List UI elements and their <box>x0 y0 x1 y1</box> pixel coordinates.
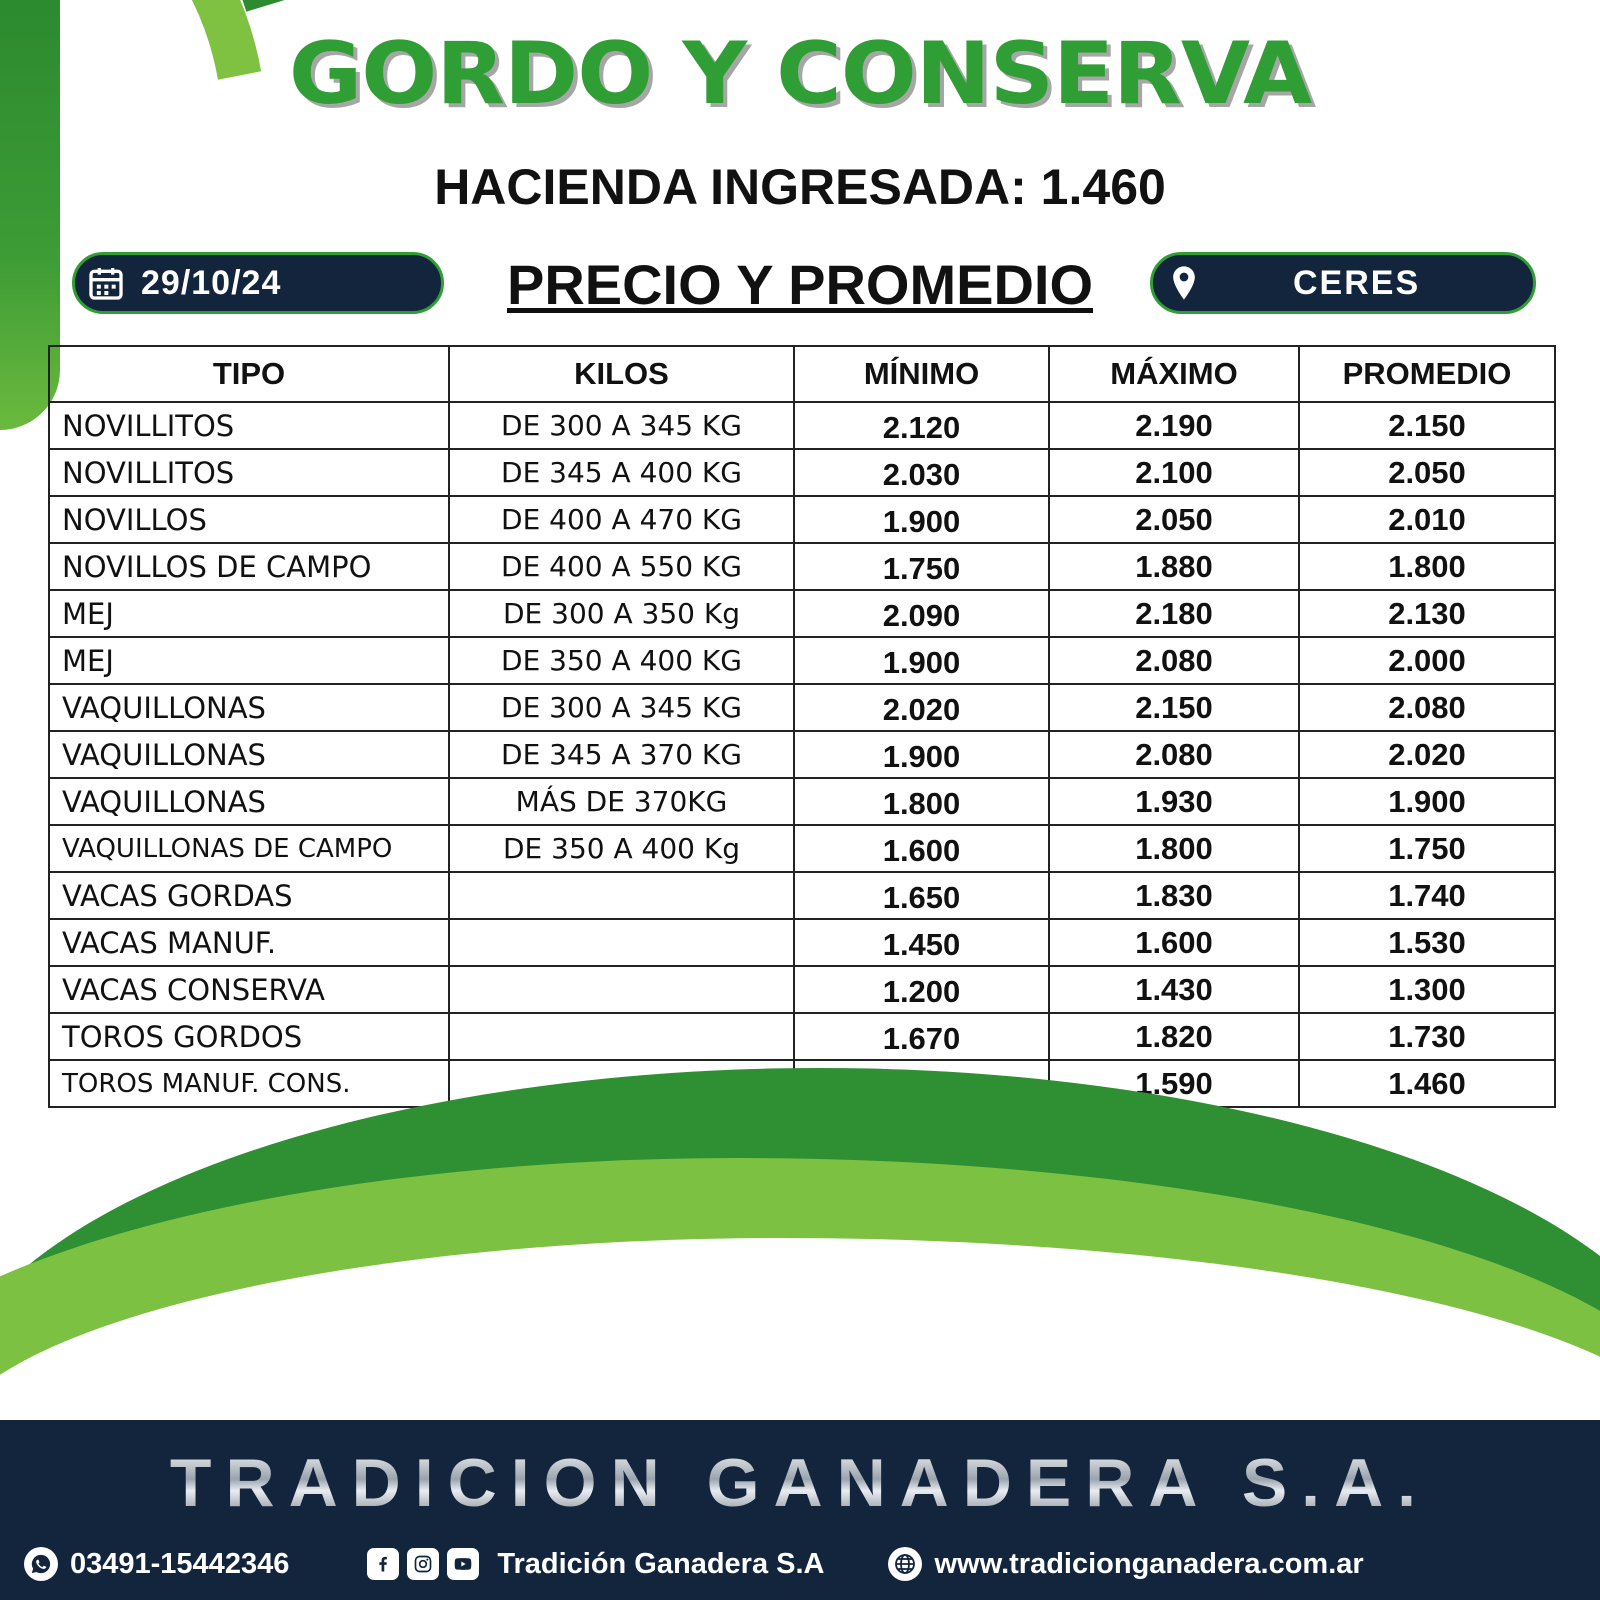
table-header-row <box>49 346 1555 402</box>
cell-promedio: 1.300 <box>1299 966 1555 1013</box>
cell-maximo: 1.590 <box>1049 1060 1299 1107</box>
cell-promedio: 2.020 <box>1299 731 1555 778</box>
cell-tipo: VAQUILLONAS <box>49 778 449 825</box>
cell-maximo: 1.600 <box>1049 919 1299 966</box>
cattle-entered-subtitle: HACIENDA INGRESADA: 1.460 <box>434 159 1166 215</box>
cell-tipo: MEJ <box>49 590 449 637</box>
cell-minimo: 1.670 <box>794 1013 1049 1060</box>
column-header-tipo: TIPO <box>49 346 449 402</box>
table-row <box>49 919 1555 966</box>
cell-promedio: 2.000 <box>1299 637 1555 684</box>
cell-maximo: 1.930 <box>1049 778 1299 825</box>
cell-minimo: 2.020 <box>794 684 1049 731</box>
cell-promedio: 1.750 <box>1299 825 1555 872</box>
cell-maximo: 1.880 <box>1049 543 1299 590</box>
cell-kilos <box>449 966 794 1013</box>
social-handle: Tradición Ganadera S.A <box>497 1547 825 1580</box>
cell-maximo: 2.190 <box>1049 402 1299 449</box>
phone-number: 03491-15442346 <box>70 1547 290 1580</box>
cell-promedio: 2.150 <box>1299 402 1555 449</box>
cell-promedio: 1.730 <box>1299 1013 1555 1060</box>
table-row <box>49 590 1555 637</box>
cell-promedio: 2.080 <box>1299 684 1555 731</box>
calendar-icon <box>85 262 127 304</box>
company-name: TRADICION GANADERA S.A. <box>0 1444 1600 1522</box>
cell-maximo: 1.800 <box>1049 825 1299 872</box>
cell-kilos: DE 300 A 345 KG <box>449 402 794 449</box>
section-title: PRECIO Y PROMEDIO <box>506 253 1094 316</box>
table-row <box>49 778 1555 825</box>
cell-kilos <box>449 919 794 966</box>
cell-promedio: 2.010 <box>1299 496 1555 543</box>
cell-promedio: 2.050 <box>1299 449 1555 496</box>
cell-minimo: 1.600 <box>794 825 1049 872</box>
cell-kilos: DE 350 A 400 Kg <box>449 825 794 872</box>
cell-promedio: 1.530 <box>1299 919 1555 966</box>
cell-minimo: 1.450 <box>794 919 1049 966</box>
cell-tipo: NOVILLOS <box>49 496 449 543</box>
cell-kilos: MÁS DE 370KG <box>449 778 794 825</box>
cell-maximo: 2.100 <box>1049 449 1299 496</box>
table-row <box>49 543 1555 590</box>
column-header-minimo: MÍNIMO <box>794 346 1049 402</box>
table-body <box>49 402 1555 1107</box>
cell-tipo: TOROS GORDOS <box>49 1013 449 1060</box>
cell-promedio: 1.460 <box>1299 1060 1555 1107</box>
cell-minimo: 1.800 <box>794 778 1049 825</box>
cell-minimo: 2.090 <box>794 590 1049 637</box>
map-pin-icon <box>1163 262 1205 304</box>
cell-tipo: VAQUILLONAS <box>49 731 449 778</box>
cell-minimo: 1.900 <box>794 731 1049 778</box>
social-contact[interactable] <box>367 1548 824 1581</box>
location-badge <box>1150 252 1536 314</box>
cell-tipo: TOROS MANUF. CONS. <box>49 1060 449 1107</box>
instagram-icon[interactable] <box>407 1548 439 1580</box>
youtube-icon[interactable] <box>447 1548 479 1580</box>
table-row <box>49 825 1555 872</box>
table-row <box>49 966 1555 1013</box>
cell-maximo: 2.080 <box>1049 731 1299 778</box>
website-contact[interactable] <box>888 1547 1363 1581</box>
cell-minimo: 1.650 <box>794 872 1049 919</box>
table-row <box>49 684 1555 731</box>
table-row <box>49 1013 1555 1060</box>
column-header-promedio: PROMEDIO <box>1299 346 1555 402</box>
cell-minimo: 1.750 <box>794 543 1049 590</box>
cell-maximo: 1.820 <box>1049 1013 1299 1060</box>
table-row <box>49 731 1555 778</box>
cell-tipo: NOVILLOS DE CAMPO <box>49 543 449 590</box>
cell-minimo: 2.120 <box>794 402 1049 449</box>
cell-tipo: VACAS MANUF. <box>49 919 449 966</box>
date-text: 29/10/24 <box>141 263 282 302</box>
cell-minimo: 1.200 <box>794 966 1049 1013</box>
cell-tipo: MEJ <box>49 637 449 684</box>
price-table-container <box>48 345 1554 1108</box>
date-badge <box>72 252 444 314</box>
table-row <box>49 637 1555 684</box>
cell-tipo: VACAS GORDAS <box>49 872 449 919</box>
cell-kilos: DE 345 A 370 KG <box>449 731 794 778</box>
table-row <box>49 402 1555 449</box>
column-header-kilos: KILOS <box>449 346 794 402</box>
phone-contact[interactable] <box>24 1547 289 1581</box>
cell-minimo: 1.900 <box>794 637 1049 684</box>
table-row <box>49 496 1555 543</box>
cell-maximo: 1.830 <box>1049 872 1299 919</box>
page-title: GORDO Y CONSERVA <box>288 24 1312 124</box>
contact-bar <box>0 1528 1600 1600</box>
whatsapp-icon <box>24 1547 58 1581</box>
cell-kilos <box>449 872 794 919</box>
cell-promedio: 1.740 <box>1299 872 1555 919</box>
cell-tipo: VAQUILLONAS DE CAMPO <box>49 825 449 872</box>
cell-kilos: DE 345 A 400 KG <box>449 449 794 496</box>
cell-minimo: 2.030 <box>794 449 1049 496</box>
price-table <box>48 345 1556 1108</box>
website-url: www.tradicionganadera.com.ar <box>934 1547 1364 1580</box>
cell-maximo: 2.050 <box>1049 496 1299 543</box>
cell-tipo: NOVILLITOS <box>49 402 449 449</box>
cell-maximo: 1.430 <box>1049 966 1299 1013</box>
cell-promedio: 2.130 <box>1299 590 1555 637</box>
cell-promedio: 1.900 <box>1299 778 1555 825</box>
globe-icon <box>888 1547 922 1581</box>
cell-kilos: DE 300 A 345 KG <box>449 684 794 731</box>
cell-minimo: 1.900 <box>794 496 1049 543</box>
location-text: CERES <box>1293 263 1421 302</box>
column-header-maximo: MÁXIMO <box>1049 346 1299 402</box>
facebook-icon[interactable] <box>367 1548 399 1580</box>
cell-kilos: DE 400 A 470 KG <box>449 496 794 543</box>
cell-tipo: VACAS CONSERVA <box>49 966 449 1013</box>
cell-kilos: DE 350 A 400 KG <box>449 637 794 684</box>
cell-kilos: DE 400 A 550 KG <box>449 543 794 590</box>
cell-kilos: DE 300 A 350 Kg <box>449 590 794 637</box>
cell-maximo: 2.080 <box>1049 637 1299 684</box>
cell-kilos <box>449 1013 794 1060</box>
cell-promedio: 1.800 <box>1299 543 1555 590</box>
cell-tipo: NOVILLITOS <box>49 449 449 496</box>
table-row <box>49 449 1555 496</box>
cell-maximo: 2.150 <box>1049 684 1299 731</box>
cell-maximo: 2.180 <box>1049 590 1299 637</box>
table-row <box>49 872 1555 919</box>
cell-tipo: VAQUILLONAS <box>49 684 449 731</box>
